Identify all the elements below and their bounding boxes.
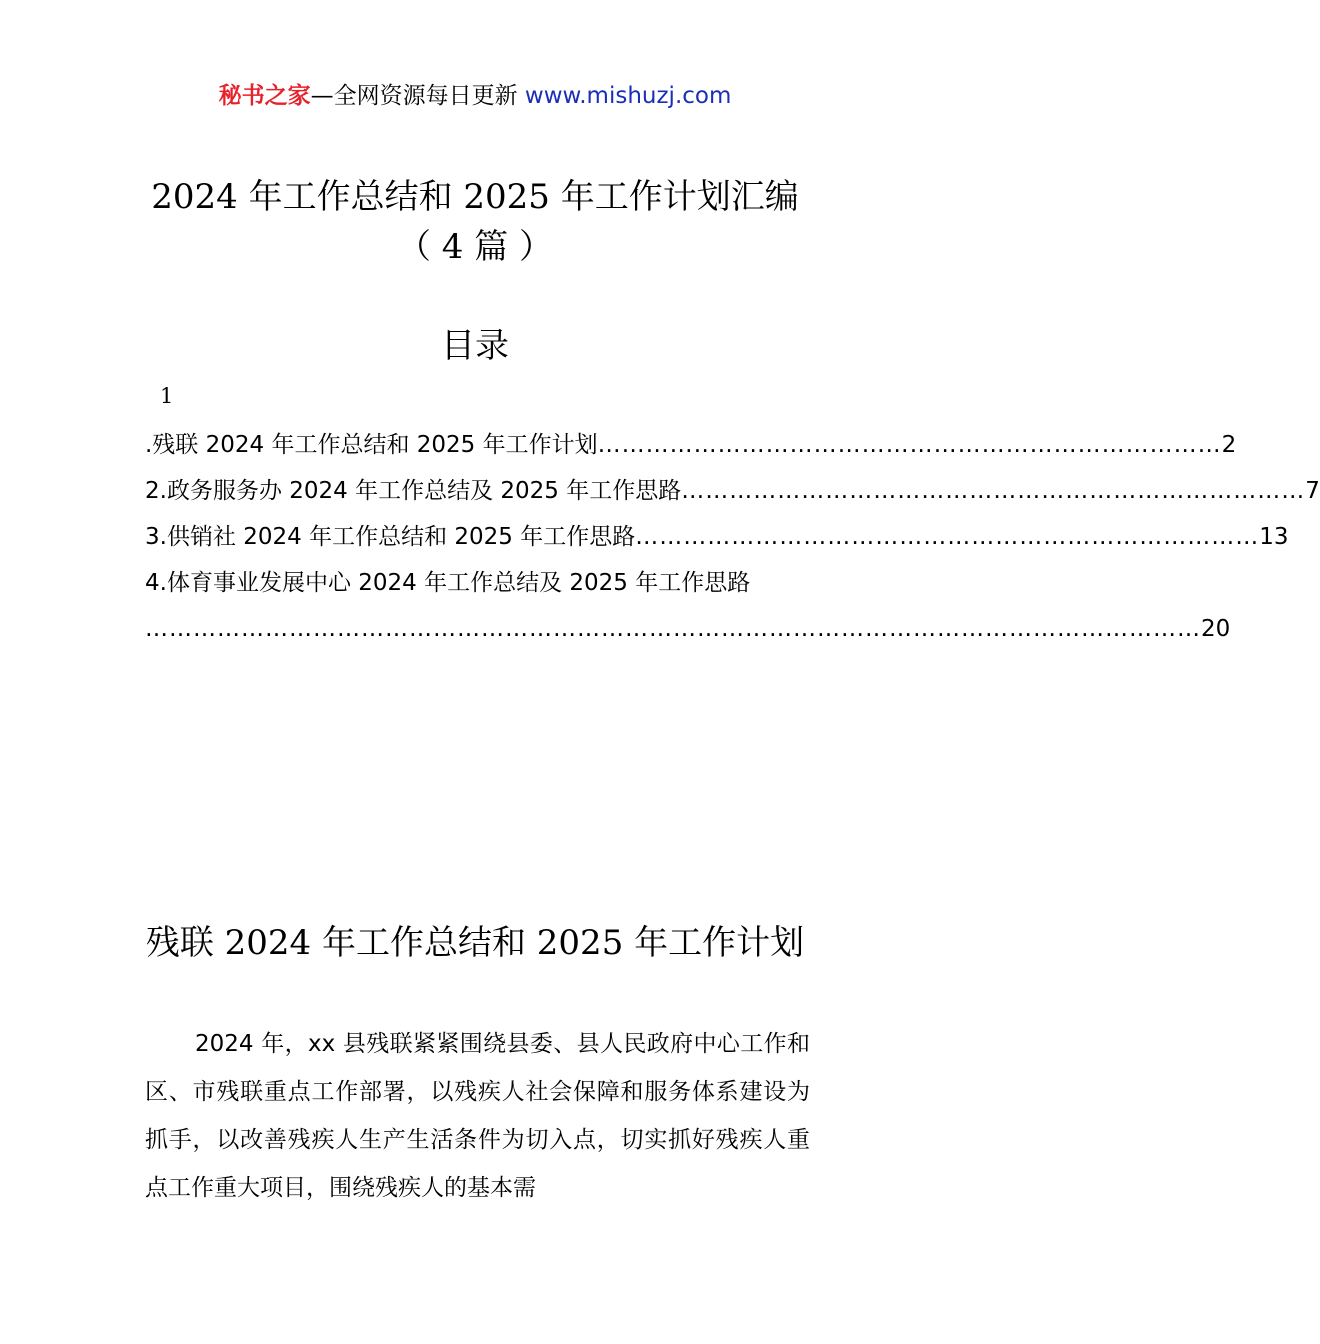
toc-entry-label: 3.供销社 2024 年工作总结和 2025 年工作思路 [145, 524, 636, 550]
toc-leader-dots: …………………………………………………………………………………………………………………… [145, 616, 1201, 642]
toc-leader-dots: …………………………………………………………………… [681, 478, 1306, 504]
toc-heading: 目录 [441, 326, 509, 366]
toc-entry-page: 13 [1259, 524, 1289, 550]
document-title-line-1: 2024 年工作总结和 2025 年工作计划汇编 [151, 177, 799, 217]
body-paragraph: 2024 年，xx 县残联紧紧围绕县委、县人民政府中心工作和区、市残联重点工作部署，以残疾人社会保障和服务体系建设为抓手，以改善残疾人生产生活条件为切入点，切实抓好残疾人重点工作重大项目，围绕残疾人的基本需 [145, 1031, 810, 1201]
toc-entry-label: 4.体育事业发展中心 2024 年工作总结及 2025 年工作思路 [145, 570, 751, 596]
document-title-line-2: （ 4 篇 ） [396, 227, 554, 267]
toc-entry-2[interactable] [145, 468, 1320, 514]
banner-slogan: —全网资源每日更新 [310, 83, 525, 109]
toc-entry-page: 2 [1221, 432, 1237, 458]
toc-leader-dots: …………………………………………………………………… [597, 432, 1222, 458]
toc-entry-page: 20 [1201, 616, 1231, 642]
toc-entry-page: 7 [1305, 478, 1320, 504]
toc-entry-3[interactable] [145, 514, 1289, 560]
toc-entry-label: .残联 2024 年工作总结和 2025 年工作计划 [145, 432, 598, 458]
document-title [0, 172, 950, 272]
toc-leader-dots: …………………………………………………………………… [635, 524, 1260, 550]
site-banner [0, 80, 950, 112]
banner-brand: 秘书之家 [218, 83, 311, 109]
toc-entry-4[interactable] [145, 560, 805, 606]
banner-url-link[interactable]: www.mishuzj.com [524, 83, 732, 109]
section-title: 残联 2024 年工作总结和 2025 年工作计划 [145, 923, 805, 963]
toc-entry-label: 2.政务服务办 2024 年工作总结及 2025 年工作思路 [145, 478, 682, 504]
toc-number-line: 1 [160, 384, 174, 408]
table-of-contents [145, 422, 1320, 652]
toc-entry-1[interactable] [145, 422, 1237, 468]
toc-entry-4-continuation[interactable] [145, 606, 1231, 652]
